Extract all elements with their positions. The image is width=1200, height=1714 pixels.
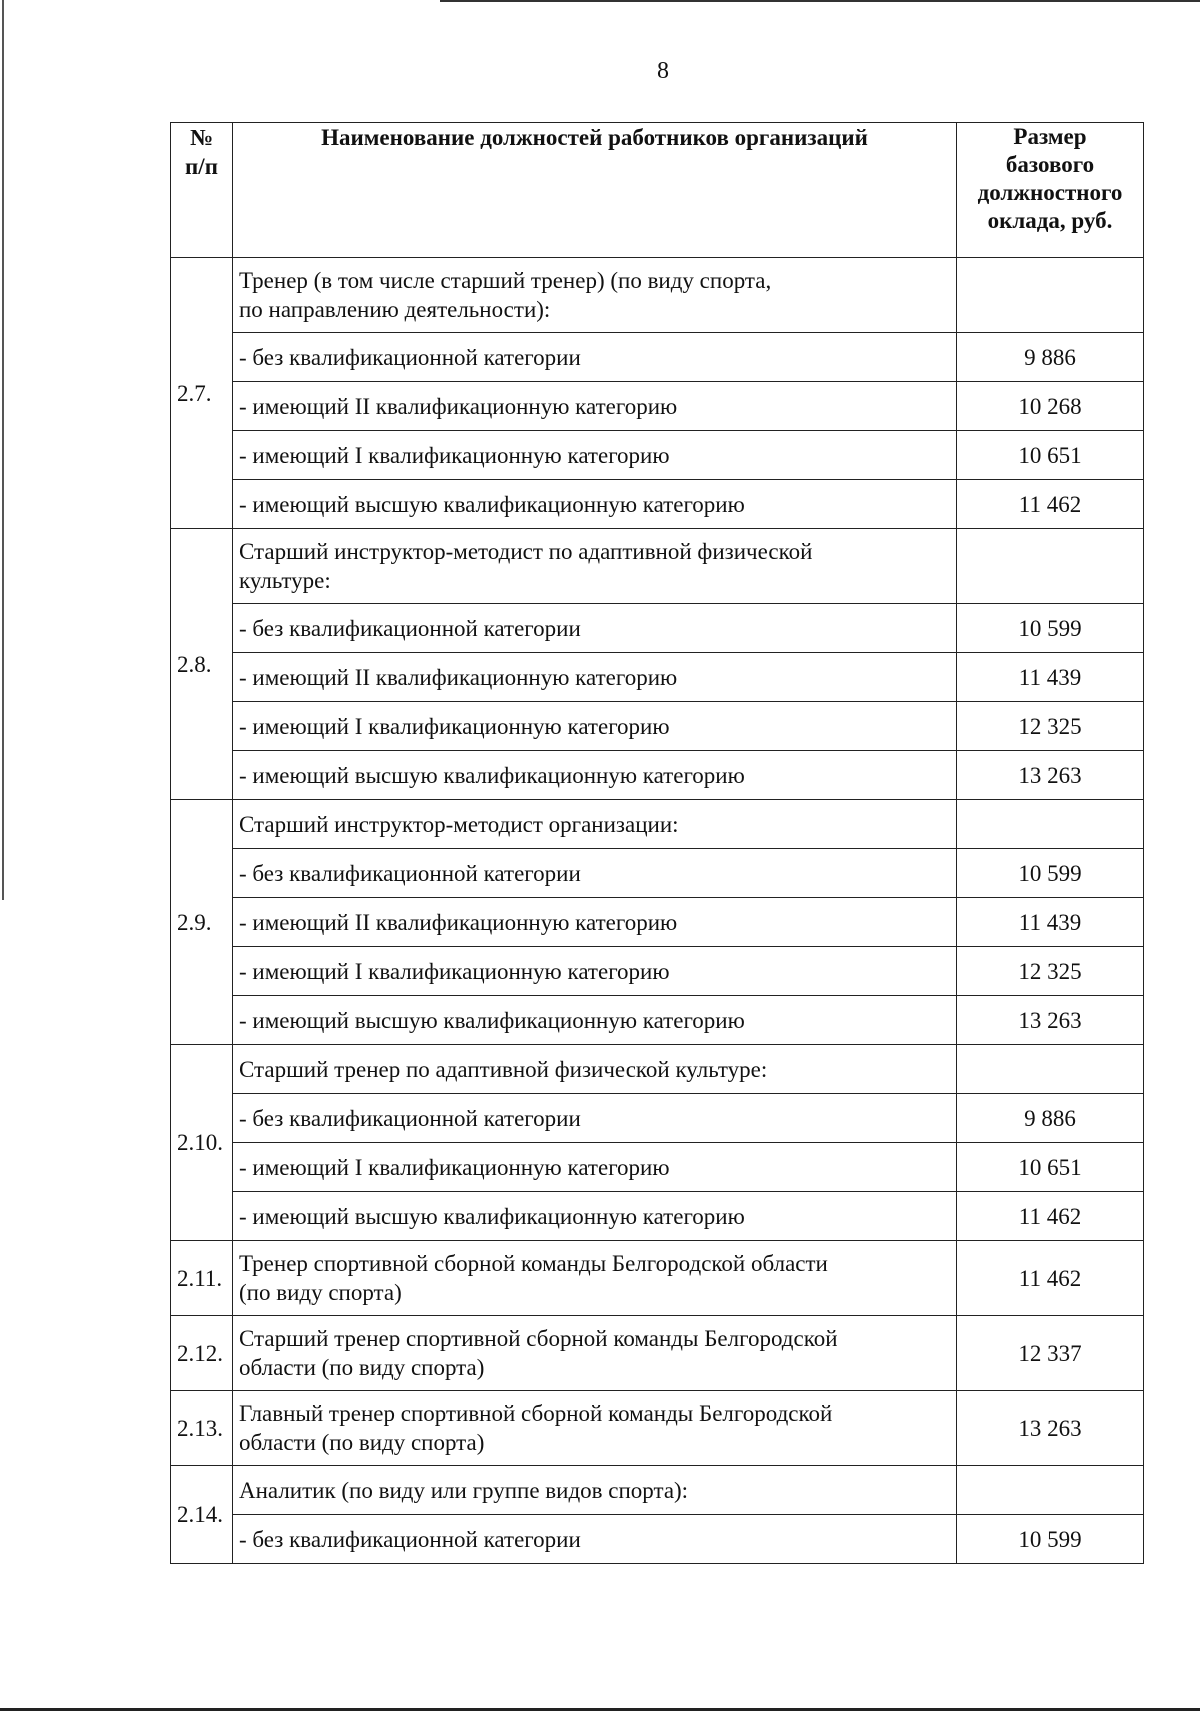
position-name: - имеющий II квалификационную категорию (233, 382, 957, 431)
position-name: - без квалификационной категории (233, 1515, 957, 1564)
row-number: 2.9. (171, 800, 233, 1045)
salary-amount: 13 263 (957, 996, 1144, 1045)
table-body (171, 258, 1144, 1564)
salary-amount (957, 258, 1144, 333)
salary-amount: 12 325 (957, 947, 1144, 996)
table-row (171, 1466, 1144, 1515)
position-name: - без квалификационной категории (233, 1094, 957, 1143)
salary-table (170, 122, 1144, 1564)
table-row (171, 604, 1144, 653)
scan-edge-top (440, 0, 1200, 2)
salary-amount: 11 439 (957, 898, 1144, 947)
position-name: Старший инструктор-методист организации: (233, 800, 957, 849)
table-row (171, 382, 1144, 431)
salary-amount: 10 651 (957, 1143, 1144, 1192)
table-row (171, 947, 1144, 996)
position-name: - имеющий I квалификационную категорию (233, 702, 957, 751)
table-row (171, 1316, 1144, 1391)
position-name: - без квалификационной категории (233, 333, 957, 382)
header-number-label: № п/п (185, 125, 218, 179)
salary-amount: 13 263 (957, 1391, 1144, 1466)
table-row (171, 702, 1144, 751)
table-row (171, 1241, 1144, 1316)
position-name: - без квалификационной категории (233, 604, 957, 653)
position-name: Аналитик (по виду или группе видов спорта): (233, 1466, 957, 1515)
header-salary-amount-label: Размер базового должностного оклада, руб. (977, 124, 1123, 233)
salary-amount: 11 439 (957, 653, 1144, 702)
salary-amount: 10 599 (957, 849, 1144, 898)
header-position-name (233, 123, 957, 258)
header-position-name-label: Наименование должностей работников организаций (321, 125, 868, 150)
position-name: Старший тренер спортивной сборной команды Белгородской области (по виду спорта) (233, 1316, 957, 1391)
table-row (171, 996, 1144, 1045)
salary-amount (957, 529, 1144, 604)
table-row (171, 333, 1144, 382)
table-row (171, 1391, 1144, 1466)
salary-amount (957, 1045, 1144, 1094)
page-number: 8 (657, 58, 669, 84)
table-row (171, 1143, 1144, 1192)
salary-amount (957, 800, 1144, 849)
position-name: - имеющий I квалификационную категорию (233, 1143, 957, 1192)
salary-amount (957, 1466, 1144, 1515)
salary-amount: 12 337 (957, 1316, 1144, 1391)
table-row (171, 529, 1144, 604)
row-number: 2.8. (171, 529, 233, 800)
salary-amount: 10 599 (957, 1515, 1144, 1564)
table-row (171, 480, 1144, 529)
table-row (171, 751, 1144, 800)
position-name: - имеющий высшую квалификационную категорию (233, 1192, 957, 1241)
salary-amount: 11 462 (957, 1192, 1144, 1241)
position-name: - имеющий I квалификационную категорию (233, 947, 957, 996)
table-row (171, 1094, 1144, 1143)
scan-edge-left (2, 0, 4, 900)
position-name: Старший тренер по адаптивной физической культуре: (233, 1045, 957, 1094)
position-name: - имеющий II квалификационную категорию (233, 898, 957, 947)
position-name: Главный тренер спортивной сборной команды Белгородской области (по виду спорта) (233, 1391, 957, 1466)
position-name: Тренер (в том числе старший тренер) (по виду спорта, по направлению деятельности): (233, 258, 957, 333)
table-row (171, 800, 1144, 849)
salary-amount: 10 599 (957, 604, 1144, 653)
salary-amount: 11 462 (957, 480, 1144, 529)
position-name: - без квалификационной категории (233, 849, 957, 898)
table-row (171, 258, 1144, 333)
table-row (171, 1515, 1144, 1564)
row-number: 2.14. (171, 1466, 233, 1564)
salary-amount: 9 886 (957, 333, 1144, 382)
salary-amount: 11 462 (957, 1241, 1144, 1316)
table-row (171, 1045, 1144, 1094)
position-name: - имеющий I квалификационную категорию (233, 431, 957, 480)
position-name: - имеющий высшую квалификационную категорию (233, 996, 957, 1045)
salary-amount: 10 651 (957, 431, 1144, 480)
position-name: - имеющий II квалификационную категорию (233, 653, 957, 702)
table-row (171, 1192, 1144, 1241)
table-row (171, 898, 1144, 947)
scan-edge-bottom (0, 1708, 1200, 1711)
table-row (171, 431, 1144, 480)
position-name: - имеющий высшую квалификационную категорию (233, 751, 957, 800)
salary-amount: 10 268 (957, 382, 1144, 431)
salary-amount: 9 886 (957, 1094, 1144, 1143)
table-row (171, 849, 1144, 898)
position-name: Тренер спортивной сборной команды Белгородской области (по виду спорта) (233, 1241, 957, 1316)
row-number: 2.10. (171, 1045, 233, 1241)
row-number: 2.7. (171, 258, 233, 529)
header-salary-amount (957, 123, 1144, 258)
row-number: 2.11. (171, 1241, 233, 1316)
position-name: - имеющий высшую квалификационную категорию (233, 480, 957, 529)
row-number: 2.12. (171, 1316, 233, 1391)
salary-amount: 13 263 (957, 751, 1144, 800)
salary-amount: 12 325 (957, 702, 1144, 751)
table-header-row (171, 123, 1144, 258)
row-number: 2.13. (171, 1391, 233, 1466)
table-row (171, 653, 1144, 702)
position-name: Старший инструктор-методист по адаптивной физической культуре: (233, 529, 957, 604)
header-number (171, 123, 233, 258)
